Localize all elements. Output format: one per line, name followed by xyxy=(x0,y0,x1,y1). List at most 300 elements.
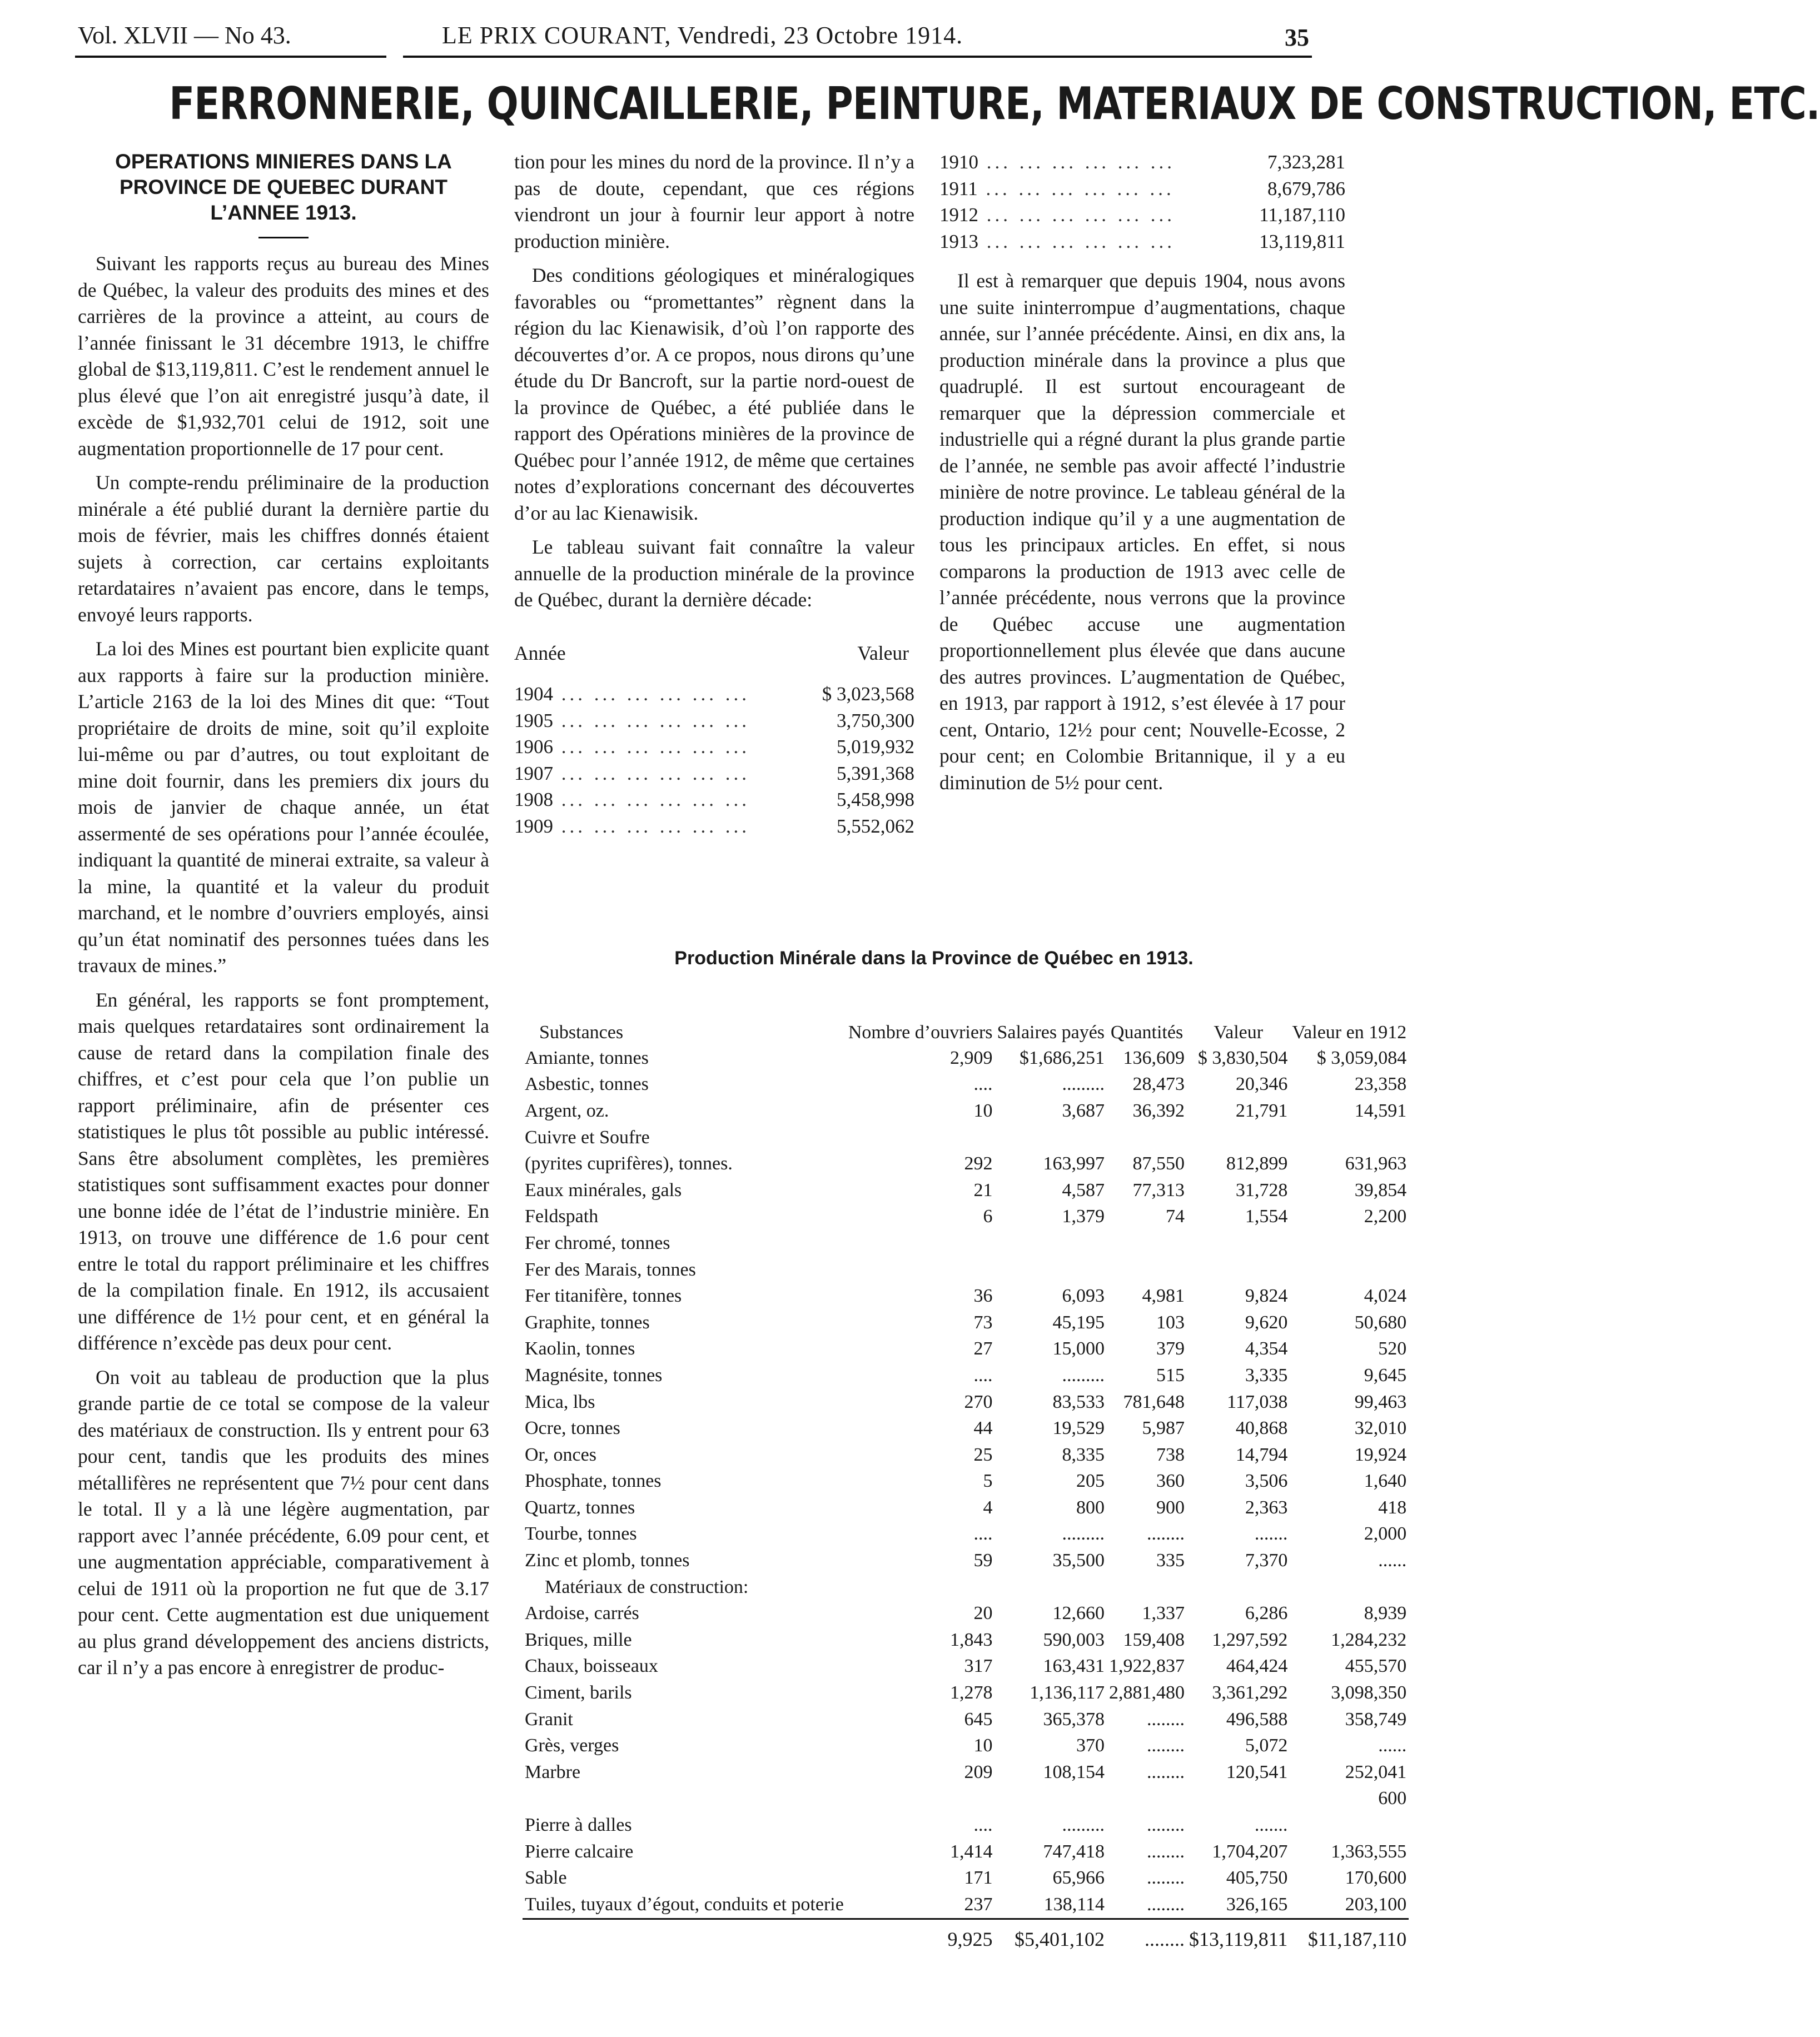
value-cell: 800 xyxy=(1076,1497,1105,1518)
value-cell: 365,378 xyxy=(1043,1709,1105,1730)
value-cell: 32,010 xyxy=(1354,1418,1407,1439)
substance-cell: Asbestic, tonnes xyxy=(525,1074,649,1095)
value-cell: 2,363 xyxy=(1245,1497,1288,1518)
table-row xyxy=(523,1812,1409,1839)
table-row xyxy=(523,1759,1409,1786)
value-cell: 31,728 xyxy=(1235,1179,1288,1201)
value-cell: 9,824 xyxy=(1245,1286,1288,1307)
value-cell: 12,660 xyxy=(1052,1603,1105,1624)
value-cell: 631,963 xyxy=(1345,1153,1407,1174)
table-row xyxy=(523,1680,1409,1706)
substance-cell: Fer des Marais, tonnes xyxy=(525,1259,696,1280)
annual-year xyxy=(514,760,802,787)
value-cell: 738 xyxy=(1156,1444,1185,1465)
value-cell xyxy=(1187,1257,1290,1283)
value-cell: 20 xyxy=(973,1603,993,1624)
value-cell: 1,922,837 xyxy=(1109,1656,1185,1677)
column-2 xyxy=(514,149,914,839)
value-cell: 292 xyxy=(964,1153,993,1174)
value-cell: 4 xyxy=(983,1497,993,1518)
table-row xyxy=(523,1706,1409,1733)
paragraph: Suivant les rapports reçus au bureau des Mines de Québec, la valeur des produits des mines et des carrières de la province a atteint, au cours de l’année finissant le 31 décembre 1913, le chiffre global de $13,119,811. C’est le rendement annuel le plus élevé que l’on ait enregistré jusqu’à date, il excède de $1,932,701 celui de 1912, soit une augmentation proportionnelle de 17 pour cent. xyxy=(78,252,489,460)
value-cell: 36,392 xyxy=(1132,1100,1185,1121)
value-cell: 23,358 xyxy=(1354,1074,1407,1095)
value-cell: 21,791 xyxy=(1235,1100,1288,1121)
value-cell xyxy=(1187,1786,1290,1812)
paragraph: tion pour les mines du nord de la province. Il n’y a pas de doute, cependant, que ces régions viendront un jour à fournir leur apport à notre production minière. xyxy=(514,151,914,252)
value-cell: 747,418 xyxy=(1043,1841,1105,1862)
value-cell: 163,431 xyxy=(1043,1656,1105,1677)
table-row xyxy=(523,1732,1409,1759)
value-cell: 10 xyxy=(973,1735,993,1756)
value-cell: ........ xyxy=(1147,1523,1185,1545)
value-cell: 3,335 xyxy=(1245,1364,1288,1386)
value-cell: $1,686,251 xyxy=(1020,1047,1105,1068)
value-cell: ......... xyxy=(1062,1074,1105,1095)
value-cell: 8,939 xyxy=(1364,1603,1407,1624)
column-header: Valeur en 1912 xyxy=(1292,1022,1407,1043)
annual-row xyxy=(514,708,914,734)
value-cell: 59 xyxy=(973,1550,993,1571)
value-cell: 108,154 xyxy=(1043,1761,1105,1782)
page-header xyxy=(75,16,1312,54)
value-cell: 45,195 xyxy=(1052,1312,1105,1333)
value-cell: $5,401,102 xyxy=(995,1919,1107,1959)
annual-row xyxy=(514,734,914,760)
table-row xyxy=(523,1919,1409,1959)
value-cell: 370 xyxy=(1076,1735,1105,1756)
annual-row xyxy=(939,176,1345,202)
table-row xyxy=(523,1098,1409,1124)
leader-dots: ... ... ... ... ... ... xyxy=(553,789,750,810)
newspaper-title: LE PRIX COURANT, Vendredi, 23 Octobre 1914. xyxy=(442,22,963,49)
table-row xyxy=(523,1045,1409,1072)
value-cell xyxy=(995,1257,1107,1283)
substance-cell: Kaolin, tonnes xyxy=(525,1338,635,1359)
value-cell: ........ xyxy=(1147,1867,1185,1889)
table-row xyxy=(523,1839,1409,1865)
leader-dots: ... ... ... ... ... ... xyxy=(553,709,750,731)
table-row xyxy=(523,1600,1409,1627)
value-cell: ...... xyxy=(1378,1550,1407,1571)
value-cell: $13,119,811 xyxy=(1187,1919,1290,1959)
value-cell: 25 xyxy=(973,1444,993,1465)
paragraph: Le tableau suivant fait connaître la valeur annuelle de la production minérale de la province de Québec, durant la dernière décade: xyxy=(514,536,914,611)
value-cell xyxy=(1107,1230,1187,1257)
leader-dots: ... ... ... ... ... ... xyxy=(553,683,750,705)
value-cell: .... xyxy=(973,1074,993,1095)
value-cell: 1,284,232 xyxy=(1331,1629,1407,1650)
value-cell: 44 xyxy=(973,1418,993,1439)
value-cell xyxy=(1107,1257,1187,1283)
value-cell xyxy=(846,1230,995,1257)
group-row xyxy=(523,1574,1409,1601)
value-cell: ...... xyxy=(1378,1735,1407,1756)
value-cell: 6,286 xyxy=(1245,1603,1288,1624)
column-header: Salaires payés xyxy=(997,1022,1105,1043)
annual-row xyxy=(514,786,914,813)
value-cell: 40,868 xyxy=(1235,1418,1288,1439)
value-cell: 270 xyxy=(964,1391,993,1412)
substance-cell: Eaux minérales, gals xyxy=(525,1179,682,1201)
value-cell: ........ xyxy=(1147,1709,1185,1730)
value-cell: 10 xyxy=(973,1100,993,1121)
value-cell xyxy=(995,1786,1107,1812)
value-cell: 27 xyxy=(973,1338,993,1359)
annual-table-header xyxy=(514,640,914,667)
annual-table-a xyxy=(514,681,914,839)
annual-year xyxy=(939,176,1237,202)
year-value: 1911 xyxy=(939,177,978,200)
leader-dots: ... ... ... ... ... ... xyxy=(553,762,750,784)
table-row xyxy=(523,1177,1409,1204)
value-cell: 73 xyxy=(973,1312,993,1333)
annual-row xyxy=(514,813,914,840)
annual-table-b xyxy=(939,149,1345,255)
table-row xyxy=(523,1151,1409,1177)
value-cell: 14,794 xyxy=(1235,1444,1288,1465)
value-cell: 19,529 xyxy=(1052,1418,1105,1439)
annual-year xyxy=(939,149,1237,176)
value-cell: 1,640 xyxy=(1364,1471,1407,1492)
value-cell: ......... xyxy=(1062,1815,1105,1836)
annual-value: 7,323,281 xyxy=(1267,151,1345,173)
value-cell: 83,533 xyxy=(1052,1391,1105,1412)
year-value: 1912 xyxy=(939,204,978,226)
value-cell: 3,687 xyxy=(1062,1100,1105,1121)
value-cell: 3,098,350 xyxy=(1331,1682,1407,1704)
substance-cell: Ardoise, carrés xyxy=(525,1603,639,1624)
paragraph: Il est à remarquer que depuis 1904, nous avons une suite ininterrompue d’augmentations, chaque année, sur l’année précédente. Ainsi, en dix ans, la production minérale dans la province a plus que quadruplé. Il est surtout encourageant de remarquer que la dépression commerciale et industrielle qui a régné durant la plus grande partie de l’année, ne semble pas avoir affecté l’industrie minière de notre province. Le tableau général de la production indique qu’il y a une augmentation de tous les principaux articles. En effet, si nous comparons la production de 1913 avec celle de l’année précédente, nous verrons que la province de Québec accuse une augmentation proportionnellement plus élevée que dans aucune des autres provinces. L’augmentation de Québec, en 1913, par rapport à 1912, s’est élevée à 17 pour cent, Ontario, 12½ pour cent; Nouvelle-Ecosse, 2 pour cent; en Colombie Britannique, il y a eu diminution de 5½ pour cent. xyxy=(939,270,1345,794)
substance-cell xyxy=(523,1786,846,1812)
leader-dots: ... ... ... ... ... ... xyxy=(978,230,1175,252)
table-row xyxy=(523,1442,1409,1468)
value-cell: 50,680 xyxy=(1354,1312,1407,1333)
table-row xyxy=(523,1415,1409,1442)
annual-value: 8,679,786 xyxy=(1267,177,1345,200)
table-row xyxy=(523,1521,1409,1548)
value-cell: $11,187,110 xyxy=(1290,1919,1409,1959)
value-cell: 170,600 xyxy=(1345,1867,1407,1889)
annual-value: 3,750,300 xyxy=(837,709,914,731)
leader-dots: ... ... ... ... ... ... xyxy=(978,204,1175,226)
annual-value: 5,019,932 xyxy=(837,736,914,758)
value-cell: 99,463 xyxy=(1354,1391,1407,1412)
value-cell: 1,554 xyxy=(1245,1206,1288,1227)
value-cell: 4,354 xyxy=(1245,1338,1288,1359)
value-cell: 1,337 xyxy=(1142,1603,1185,1624)
annual-value: 11,187,110 xyxy=(1259,204,1345,226)
value-cell: 9,645 xyxy=(1364,1364,1407,1386)
table-row xyxy=(523,1204,1409,1231)
value-cell: 65,966 xyxy=(1052,1867,1105,1889)
paragraph: En général, les rapports se font promptement, mais quelques retardataires sont ordinairement la cause de retard dans la compilation finale des chiffres, et c’est pour cela que l’on publie un rapport préliminaire, afin de présenter ces statistiques le plus tôt possible au public intéressé. Sans être absolument complètes, les premières statistiques sont suffisamment exactes pour donner une bonne idée de l’état de l’industrie minière. En 1913, on trouve une différence de 1.6 pour cent entre le total du rapport préliminaire et les chiffres de la compilation finale. En 1912, ils accusaient une différence de 1½ pour cent, et en général la différence n’excède pas deux pour cent. xyxy=(78,988,489,1354)
substance-cell: Pierre calcaire xyxy=(525,1841,634,1862)
table-row xyxy=(523,1072,1409,1098)
year-value: 1907 xyxy=(514,762,553,784)
value-cell: 2,881,480 xyxy=(1109,1682,1185,1704)
value-cell: 1,704,207 xyxy=(1212,1841,1288,1862)
annual-year xyxy=(514,708,802,734)
substance-cell: Ocre, tonnes xyxy=(525,1418,620,1439)
table-row xyxy=(523,1230,1409,1257)
value-cell: 35,500 xyxy=(1052,1550,1105,1571)
value-cell: 15,000 xyxy=(1052,1338,1105,1359)
table-row xyxy=(523,1653,1409,1680)
value-cell: 360 xyxy=(1156,1471,1185,1492)
value-cell: 600 xyxy=(1378,1788,1407,1809)
value-cell: 20,346 xyxy=(1235,1074,1288,1095)
header-rule-left xyxy=(75,56,386,58)
year-value: 1908 xyxy=(514,789,553,810)
annual-value: 5,458,998 xyxy=(837,789,914,810)
value-cell: 3,506 xyxy=(1245,1471,1288,1492)
substance-cell xyxy=(523,1919,846,1959)
value-cell: 39,854 xyxy=(1354,1179,1407,1201)
column-header: Nombre d’ouvriers xyxy=(848,1022,993,1043)
value-cell: 1,136,117 xyxy=(1030,1682,1105,1704)
leader-dots: ... ... ... ... ... ... xyxy=(553,736,750,758)
leader-dots: ... ... ... ... ... ... xyxy=(977,177,1175,200)
production-table-title: Production Minérale dans la Province de Québec en 1913. xyxy=(674,948,1194,969)
value-cell: 496,588 xyxy=(1226,1709,1288,1730)
value-cell: 77,313 xyxy=(1132,1179,1185,1201)
value-cell: 3,361,292 xyxy=(1212,1682,1288,1704)
value-cell: 1,297,592 xyxy=(1212,1629,1288,1650)
substance-cell: Quartz, tonnes xyxy=(525,1497,635,1518)
value-cell: 590,003 xyxy=(1043,1629,1105,1650)
annual-col-year: Année xyxy=(514,641,566,664)
value-cell: 138,114 xyxy=(1043,1894,1105,1915)
value-cell: 7,370 xyxy=(1245,1550,1288,1571)
value-cell: .... xyxy=(973,1364,993,1386)
paragraph: La loi des Mines est pourtant bien explicite quant aux rapports à faire sur la production minière. L’article 2163 de la loi des Mines dit que: “Tout propriétaire de droits de mine, soit qu’il exploite lui-même ou par d’autres, ou tout exploitant de mine doit fournir, dans les premiers dix jours du mois de janvier de chaque année, un état assermenté de ses opérations pour l’année écoulée, indiquant la quantité de minerai extraite, sa valeur à la mine, la quantité et la valeur du produit marchand, et le nombre d’ouvriers employés, ainsi qu’un état nominatif des personnes tuées dans les travaux de mines.” xyxy=(78,638,489,977)
annual-year xyxy=(939,228,1237,255)
annual-col-value: Valeur xyxy=(857,641,909,664)
value-cell: 455,570 xyxy=(1345,1656,1407,1677)
value-cell: 103 xyxy=(1156,1312,1185,1333)
annual-year xyxy=(514,786,802,813)
annual-value: $ 3,023,568 xyxy=(822,683,914,705)
annual-year xyxy=(939,202,1237,228)
value-cell: 4,024 xyxy=(1364,1286,1407,1307)
value-cell: 812,899 xyxy=(1226,1153,1288,1174)
value-cell: ........ xyxy=(1147,1894,1185,1915)
substance-cell: Feldspath xyxy=(525,1206,599,1227)
value-cell: 203,100 xyxy=(1345,1894,1407,1915)
value-cell: 2,200 xyxy=(1364,1206,1407,1227)
value-cell: 326,165 xyxy=(1226,1894,1288,1915)
table-row xyxy=(523,1468,1409,1495)
substance-cell: Chaux, boisseaux xyxy=(525,1656,658,1677)
table-row xyxy=(523,1362,1409,1389)
value-cell: ........ xyxy=(1147,1735,1185,1756)
substance-cell: (pyrites cuprifères), tonnes. xyxy=(525,1153,733,1174)
value-cell: 645 xyxy=(964,1709,993,1730)
value-cell: ....... xyxy=(1254,1523,1288,1545)
substance-cell: Cuivre et Soufre xyxy=(525,1127,650,1148)
substance-cell: Grès, verges xyxy=(525,1735,619,1756)
value-cell xyxy=(995,1124,1107,1151)
value-cell: ........ xyxy=(1107,1919,1187,1959)
table-row xyxy=(523,1891,1409,1919)
annual-value: 13,119,811 xyxy=(1259,230,1345,252)
annual-value: 5,391,368 xyxy=(837,762,914,784)
value-cell xyxy=(846,1124,995,1151)
value-cell: 5,072 xyxy=(1245,1735,1288,1756)
column-header: Valeur xyxy=(1214,1022,1264,1043)
substance-cell: Graphite, tonnes xyxy=(525,1312,650,1333)
annual-year xyxy=(514,681,802,708)
value-cell: 237 xyxy=(964,1894,993,1915)
value-cell: 781,648 xyxy=(1123,1391,1185,1412)
value-cell: 2,909 xyxy=(950,1047,993,1068)
table-row xyxy=(523,1336,1409,1363)
value-cell: 74 xyxy=(1166,1206,1185,1227)
year-value: 1913 xyxy=(939,230,978,252)
value-cell: 1,414 xyxy=(950,1841,993,1862)
table-row xyxy=(523,1283,1409,1309)
value-cell: .... xyxy=(973,1815,993,1836)
value-cell xyxy=(846,1786,995,1812)
value-cell: 117,038 xyxy=(1227,1391,1288,1412)
value-cell: 1,278 xyxy=(950,1682,993,1704)
annual-year xyxy=(514,813,802,840)
value-cell xyxy=(1187,1230,1290,1257)
value-cell xyxy=(1290,1812,1409,1839)
year-value: 1904 xyxy=(514,683,553,705)
substance-cell: Ciment, barils xyxy=(525,1682,632,1704)
year-value: 1906 xyxy=(514,736,553,758)
paragraph: On voit au tableau de production que la plus grande partie de ce total se compose de la valeur des matériaux de construction. Ils y entrent pour 63 pour cent, tandis que les produits des mines métallifères ne représentent que 7½ pour cent dans le total. Il y a là une légère augmentation, par rapport avec l’année précédente, 6.09 pour cent, et une augmentation appréciable, comparativement à celui de 1911 où la proportion ne fut que de 3.17 pour cent. Cette augmentation est due uniquement au plus grand développement des anciens districts, car il n’y a pas encore à enregistrer de produc- xyxy=(78,1366,489,1679)
value-cell xyxy=(995,1230,1107,1257)
column-header: Quantités xyxy=(1110,1022,1184,1043)
table-row xyxy=(523,1627,1409,1653)
value-cell: 405,750 xyxy=(1226,1867,1288,1889)
annual-row xyxy=(514,760,914,787)
annual-row xyxy=(939,149,1345,176)
value-cell: 163,997 xyxy=(1043,1153,1105,1174)
header-rule-right xyxy=(403,56,1312,58)
year-value: 1910 xyxy=(939,151,978,173)
substance-cell: Magnésite, tonnes xyxy=(525,1364,663,1386)
production-table-block xyxy=(523,948,1407,1959)
value-cell xyxy=(1107,1786,1187,1812)
value-cell: 1,363,555 xyxy=(1331,1841,1407,1862)
value-cell: 379 xyxy=(1156,1338,1185,1359)
column-header: Substances xyxy=(539,1022,624,1043)
value-cell: .... xyxy=(973,1523,993,1545)
table-row xyxy=(523,1495,1409,1521)
substance-cell: Fer chromé, tonnes xyxy=(525,1232,670,1253)
value-cell: ........ xyxy=(1147,1841,1185,1862)
year-value: 1905 xyxy=(514,709,553,731)
substance-cell: Briques, mille xyxy=(525,1629,632,1650)
column-3 xyxy=(939,149,1345,804)
leader-dots: ... ... ... ... ... ... xyxy=(553,815,750,837)
substance-cell: Tuiles, tuyaux d’égout, conduits et poterie xyxy=(525,1894,844,1915)
page-number: 35 xyxy=(1285,24,1309,51)
table-row xyxy=(523,1309,1409,1336)
value-cell: ........ xyxy=(1147,1761,1185,1782)
value-cell xyxy=(1290,1124,1409,1151)
value-cell: 6,093 xyxy=(1062,1286,1105,1307)
value-cell: 9,925 xyxy=(846,1919,995,1959)
annual-year xyxy=(514,734,802,760)
value-cell xyxy=(1107,1124,1187,1151)
table-row xyxy=(523,1389,1409,1416)
value-cell xyxy=(1290,1257,1409,1283)
article-heading: OPERATIONS MINIERES DANS LA PROVINCE DE QUEBEC DURANT L’ANNEE 1913. xyxy=(115,150,452,224)
value-cell: 9,620 xyxy=(1245,1312,1288,1333)
value-cell: 358,749 xyxy=(1345,1709,1407,1730)
section-banner: FERRONNERIE, QUINCAILLERIE, PEINTURE, MATERIAUX DE CONSTRUCTION, ETC. xyxy=(169,78,1820,130)
annual-row xyxy=(514,681,914,708)
value-cell: 87,550 xyxy=(1132,1153,1185,1174)
table-header-row xyxy=(523,973,1409,1045)
value-cell: ....... xyxy=(1254,1815,1288,1836)
substance-cell: Granit xyxy=(525,1709,573,1730)
substance-cell: Phosphate, tonnes xyxy=(525,1471,662,1492)
value-cell: 171 xyxy=(964,1867,993,1889)
value-cell xyxy=(1290,1230,1409,1257)
value-cell: 335 xyxy=(1156,1550,1185,1571)
value-cell: 1,379 xyxy=(1062,1206,1105,1227)
value-cell: ........ xyxy=(1147,1815,1185,1836)
value-cell: 900 xyxy=(1156,1497,1185,1518)
heading-rule xyxy=(258,237,309,238)
production-table xyxy=(523,973,1409,1959)
value-cell: 8,335 xyxy=(1062,1444,1105,1465)
table-row xyxy=(523,1547,1409,1574)
value-cell: 4,587 xyxy=(1062,1179,1105,1201)
value-cell: 520 xyxy=(1378,1338,1407,1359)
table-row xyxy=(523,1865,1409,1891)
value-cell: $ 3,059,084 xyxy=(1316,1047,1407,1068)
value-cell: 120,541 xyxy=(1226,1761,1288,1782)
value-cell: 2,000 xyxy=(1364,1523,1407,1545)
volume-number: Vol. XLVII — No 43. xyxy=(78,22,291,49)
value-cell xyxy=(846,1257,995,1283)
paragraph: Un compte-rendu préliminaire de la production minérale a été publié durant la dernière partie du mois de février, mais les chiffres donnés étaient sujets à correction, car certains exploitants retardataires n’avaient pas encore, dans le temps, envoyé leurs rapports. xyxy=(78,471,489,626)
annual-row xyxy=(939,202,1345,228)
value-cell: 464,424 xyxy=(1226,1656,1288,1677)
year-value: 1909 xyxy=(514,815,553,837)
value-cell: 205 xyxy=(1076,1471,1105,1492)
substance-cell: Fer titanifère, tonnes xyxy=(525,1286,682,1307)
value-cell: 5,987 xyxy=(1142,1418,1185,1439)
leader-dots: ... ... ... ... ... ... xyxy=(978,151,1175,173)
table-row xyxy=(523,1257,1409,1283)
substance-cell: Zinc et plomb, tonnes xyxy=(525,1550,690,1571)
value-cell: 28,473 xyxy=(1132,1074,1185,1095)
value-cell: 5 xyxy=(983,1471,993,1492)
group-label: Matériaux de construction: xyxy=(545,1576,749,1597)
value-cell: 21 xyxy=(973,1179,993,1201)
substance-cell: Or, onces xyxy=(525,1444,596,1465)
substance-cell: Amiante, tonnes xyxy=(525,1047,649,1068)
value-cell: 136,609 xyxy=(1123,1047,1185,1068)
value-cell: 317 xyxy=(964,1656,993,1677)
annual-row xyxy=(939,228,1345,255)
value-cell: 418 xyxy=(1378,1497,1407,1518)
value-cell: 515 xyxy=(1156,1364,1185,1386)
value-cell: 36 xyxy=(973,1286,993,1307)
value-cell: 159,408 xyxy=(1123,1629,1185,1650)
value-cell: 1,843 xyxy=(950,1629,993,1650)
value-cell: 4,981 xyxy=(1142,1286,1185,1307)
substance-cell: Sable xyxy=(525,1867,567,1889)
